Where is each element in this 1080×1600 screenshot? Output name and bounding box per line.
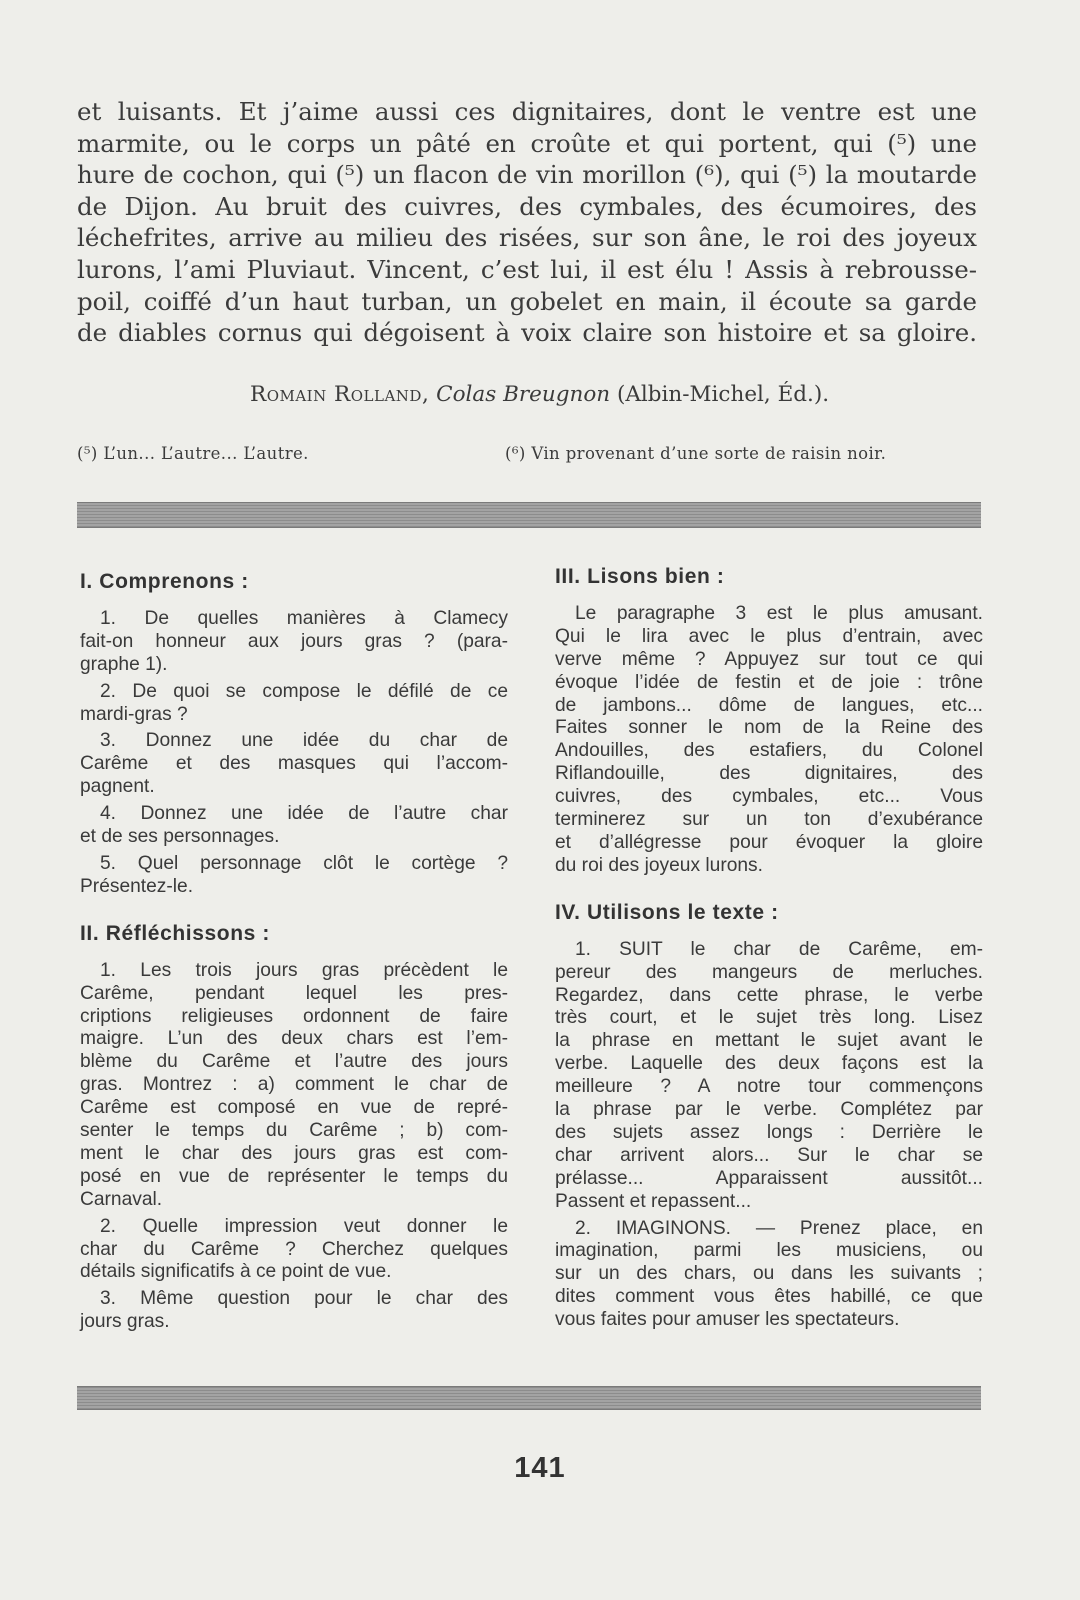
question-line: de jambons... dôme de langues, etc...	[555, 694, 983, 716]
question-line: prélasse... Apparaissent aussitôt...	[555, 1167, 983, 1189]
question-line: 5. Quel personnage clôt le cortège ?	[100, 852, 508, 874]
exercise-question	[555, 939, 983, 1214]
question-line: mardi-gras ?	[80, 703, 188, 725]
exercise-column-right	[555, 566, 983, 1336]
question-line: ment le char des jours gras est com-	[80, 1142, 508, 1164]
question-line: 1. SUIT le char de Carême, em-	[575, 938, 983, 960]
question-line: Carnaval.	[80, 1188, 163, 1210]
footnote-5: (⁵) L’un... L’autre... L’autre.	[77, 444, 309, 463]
section-utilisons-items	[555, 939, 983, 1332]
question-line: Riflandouille, des dignitaires, des	[555, 763, 983, 785]
exercise-question	[555, 603, 983, 878]
question-line: maigre. L’un des deux chars est l’em-	[80, 1028, 508, 1050]
question-line: Carême et des masques qui l’accom-	[80, 753, 508, 775]
question-line: sur un des chars, ou dans les suivants ;	[555, 1263, 983, 1285]
question-line: Passent et repassent...	[555, 1190, 752, 1212]
exercise-question	[80, 853, 508, 899]
question-line: la phrase en mettant le sujet avant le	[555, 1030, 983, 1052]
question-line: meilleure ? A notre tour commençons	[555, 1076, 983, 1098]
heading-comprenons: I. Comprenons :	[80, 570, 249, 593]
section-divider-bottom	[77, 1386, 981, 1410]
passage-line: poil, coiffé d’un haut turban, un gobelet en main, il écoute sa garde	[77, 286, 977, 316]
question-line: très court, et le sujet très long. Lisez	[555, 1007, 983, 1029]
question-line: Qui le lira avec le plus d’entrain, avec	[555, 625, 983, 647]
question-line: char du Carême ? Cherchez quelques	[80, 1238, 508, 1260]
question-line: pagnent.	[80, 776, 155, 798]
question-line: la phrase par le verbe. Complétez par	[555, 1099, 983, 1121]
page-number: 141	[514, 1452, 566, 1484]
question-line: imagination, parmi les musiciens, ou	[555, 1240, 983, 1262]
question-line: 1. Les trois jours gras précèdent le	[100, 959, 508, 981]
section-reflechissons-items	[80, 960, 508, 1335]
question-line: blème du Carême et l’autre des jours	[80, 1051, 508, 1073]
question-line: Carême, pendant lequel les pres-	[80, 982, 508, 1004]
question-line: graphe 1).	[80, 653, 168, 675]
section-divider-top	[77, 502, 981, 528]
exercise-question	[80, 730, 508, 799]
question-line: dites comment vous êtes habillé, ce que	[555, 1286, 983, 1308]
heading-lisons-bien: III. Lisons bien :	[555, 565, 725, 588]
credit-title: Colas Breugnon	[436, 382, 611, 407]
question-line: vous faites pour amuser les spectateurs.	[555, 1309, 900, 1331]
question-line: pereur des mangeurs de merluches.	[555, 961, 983, 983]
question-line: verbe. Laquelle des deux façons est la	[555, 1053, 983, 1075]
question-line: 2. Quelle impression veut donner le	[100, 1215, 508, 1237]
question-line: Andouilles, des estafiers, du Colonel	[555, 740, 983, 762]
exercise-question	[80, 608, 508, 677]
question-line: verve même ? Appuyez sur tout ce qui	[555, 648, 983, 670]
question-line: du roi des joyeux lurons.	[555, 854, 763, 876]
question-line: Carême est composé en vue de repré-	[80, 1097, 508, 1119]
heading-reflechissons: II. Réfléchissons :	[80, 921, 270, 945]
literary-passage	[77, 96, 977, 349]
question-line: 2. De quoi se compose le défilé de ce	[100, 680, 508, 702]
question-line: 2. IMAGINONS. — Prenez place, en	[575, 1217, 983, 1239]
section-comprenons-items	[80, 608, 508, 899]
question-line: criptions religieuses ordonnent de faire	[80, 1005, 508, 1027]
passage-line: hure de cochon, qui (⁵) un flacon de vin morillon (⁶), qui (⁵) la moutarde	[77, 160, 977, 190]
question-line: senter le temps du Carême ; b) com-	[80, 1120, 508, 1142]
passage-line: lurons, l’ami Pluviaut. Vincent, c’est lui, il est élu ! Assis à rebrousse-	[77, 254, 977, 284]
question-line: 4. Donnez une idée de l’autre char	[100, 803, 508, 825]
question-line: Regardez, dans cette phrase, le verbe	[555, 984, 983, 1006]
exercise-column-left	[80, 571, 508, 1338]
exercise-question	[80, 1288, 508, 1334]
question-line: 3. Donnez une idée du char de	[100, 730, 508, 752]
credit-publisher: (Albin-Michel, Éd.).	[617, 382, 830, 407]
heading-utilisons: IV. Utilisons le texte :	[555, 900, 779, 924]
question-line: Le paragraphe 3 est le plus amusant.	[575, 602, 983, 624]
question-line: posé en vue de représenter le temps du	[80, 1165, 508, 1187]
passage-line: de Dijon. Au bruit des cuivres, des cymbales, des écumoires, des	[77, 191, 977, 221]
question-line: terminerez sur un ton d’exubérance	[555, 809, 983, 831]
spacer	[555, 882, 983, 902]
question-line: jours gras.	[80, 1311, 170, 1333]
question-line: et d’allégresse pour évoquer la gloire	[555, 831, 983, 853]
exercise-question	[80, 1216, 508, 1285]
question-line: 1. De quelles manières à Clamecy	[100, 607, 508, 629]
question-line: Présentez-le.	[80, 875, 194, 897]
section-lisons-bien-items	[555, 603, 983, 878]
question-line: des sujets assez longs : Derrière le	[555, 1121, 983, 1143]
spacer	[80, 903, 508, 923]
passage-line: léchefrites, arrive au milieu des risées, sur son âne, le roi des joyeux	[77, 223, 977, 253]
question-line: char arrivent alors... Sur le char se	[555, 1144, 983, 1166]
question-line: cuivres, des cymbales, etc... Vous	[555, 786, 983, 808]
question-line: 3. Même question pour le char des	[100, 1288, 508, 1310]
question-line: évoque l’idée de festin et de joie : trône	[555, 671, 983, 693]
passage-line: marmite, ou le corps un pâté en croûte et qui portent, qui (⁵) une	[77, 128, 977, 158]
question-line: et de ses personnages.	[80, 826, 280, 848]
question-line: Faites sonner le nom de la Reine des	[555, 717, 983, 739]
exercise-question	[80, 803, 508, 849]
footnote-6: (⁶) Vin provenant d’une sorte de raisin noir.	[505, 444, 887, 463]
question-line: gras. Montrez : a) comment le char de	[80, 1074, 508, 1096]
exercise-question	[80, 681, 508, 727]
passage-line: de diables cornus qui dégoisent à voix claire son histoire et sa gloire.	[77, 318, 977, 348]
passage-line: et luisants. Et j’aime aussi ces dignitaires, dont le ventre est une	[77, 97, 977, 126]
exercise-question	[80, 960, 508, 1212]
credit-author: Romain Rolland,	[250, 382, 430, 407]
question-line: fait-on honneur aux jours gras ? (para-	[80, 630, 508, 652]
exercise-question	[555, 1218, 983, 1333]
source-credit	[250, 382, 940, 407]
question-line: détails significatifs à ce point de vue.	[80, 1261, 392, 1283]
